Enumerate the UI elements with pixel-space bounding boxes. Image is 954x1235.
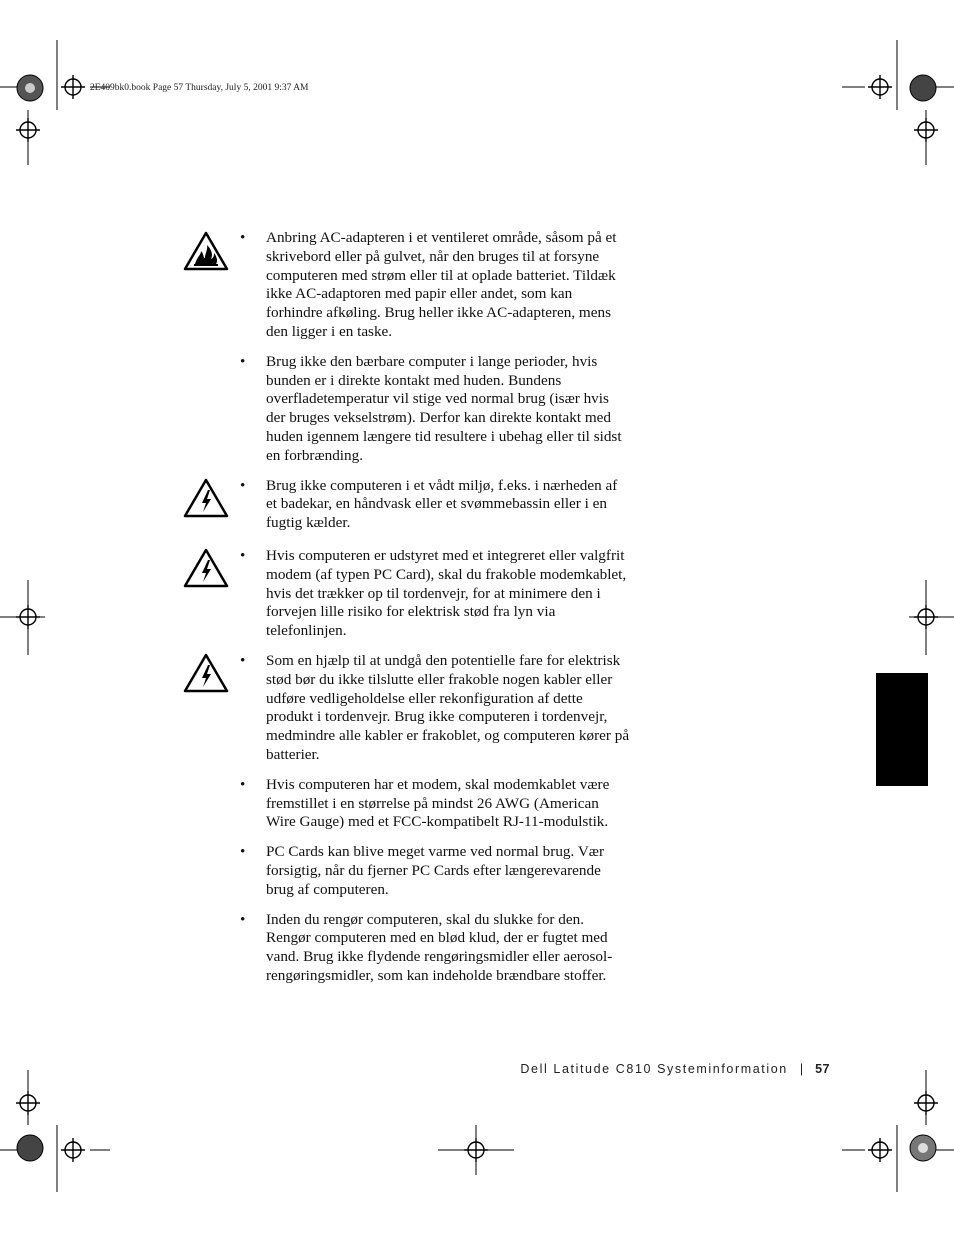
- bullet-icon: •: [240, 843, 246, 861]
- bullet-icon: •: [240, 546, 246, 564]
- item-text: Hvis computeren har et modem, skal modemkablet være fremstillet i en størrelse på mindst 26 AWG (American Wire Gauge) med et FCC-kompatibelt RJ-11-modulstik.: [266, 775, 610, 831]
- list-item: [240, 229, 630, 342]
- electrical-warning-icon: [183, 478, 229, 518]
- page-footer: [520, 1062, 830, 1076]
- item-text: Inden du rengør computeren, skal du slukke for den. Rengør computeren med en blød klud, der er fugtet med vand. Brug ikke flydende rengøringsmidler eller aerosol-rengøringsmidler, som kan indeholde brændbare stoffer.: [266, 910, 613, 984]
- electrical-warning-icon: [183, 548, 229, 588]
- list-item: [240, 652, 630, 765]
- item-text: Anbring AC-adapteren i et ventileret område, såsom på et skrivebord eller på gulvet, når den bruges til at forsyne computeren med strøm eller til at oplade batteriet. Tildæk ikke AC-adaptoren med papir eller andet, som kan forhindre afkøling. Brug heller ikke AC-adapteren, mens den ligger i en taske.: [266, 229, 617, 340]
- list-item: [240, 477, 630, 533]
- section-tab: [876, 673, 928, 786]
- item-text: Brug ikke den bærbare computer i lange perioder, hvis bunden er i direkte kontakt med huden. Bundens overfladetemperatur vil stige ved normal brug (især hvis der bruges vekselstrøm). Derfor kan direkte kontakt med huden igennem længere tid resultere i ubehag eller til sidst en forbrænding.: [266, 352, 622, 464]
- bullet-icon: •: [240, 651, 246, 669]
- page-number: 57: [815, 1062, 830, 1076]
- bullet-icon: •: [240, 775, 246, 793]
- list-item: [240, 911, 630, 986]
- bullet-icon: •: [240, 352, 246, 370]
- list-item: [240, 776, 630, 832]
- bullet-icon: •: [240, 476, 246, 494]
- item-text: Brug ikke computeren i et vådt miljø, f.eks. i nærheden af et badekar, en håndvask eller et svømmebassin eller i en fugtig kælder.: [266, 476, 618, 532]
- list-item: [240, 547, 630, 641]
- footer-separator: |: [799, 1062, 804, 1076]
- item-text: Hvis computeren er udstyret med et integreret eller valgfrit modem (af typen PC Card), skal du frakoble modemkablet, hvis det trækker op til tordenvejr, for at minimere den i forvejen lille risiko for elektrisk stød fra lyn via telefonlinjen.: [266, 546, 627, 640]
- safety-list: [240, 229, 630, 997]
- electrical-warning-icon: [183, 653, 229, 693]
- list-item: [240, 843, 630, 899]
- footer-title: Dell Latitude C810 Systeminformation: [520, 1062, 788, 1076]
- bullet-icon: •: [240, 910, 246, 928]
- list-item: [240, 353, 630, 466]
- item-text: Som en hjælp til at undgå den potentielle fare for elektrisk stød bør du ikke tilslutte eller frakoble nogen kabler eller udføre vedligeholdelse eller rekonfiguration af dette produkt i tordenvejr. Brug ikke computeren i tordenvejr, medmindre alle kabler er frakoblet, og computeren kører på batterier.: [266, 651, 630, 763]
- item-text: PC Cards kan blive meget varme ved normal brug. Vær forsigtig, når du fjerner PC Cards efter længerevarende brug af computeren.: [266, 843, 604, 898]
- print-slug: 2E409bk0.book Page 57 Thursday, July 5, 2001 9:37 AM: [90, 83, 309, 93]
- bullet-icon: •: [240, 229, 246, 246]
- fire-warning-icon: [183, 231, 229, 271]
